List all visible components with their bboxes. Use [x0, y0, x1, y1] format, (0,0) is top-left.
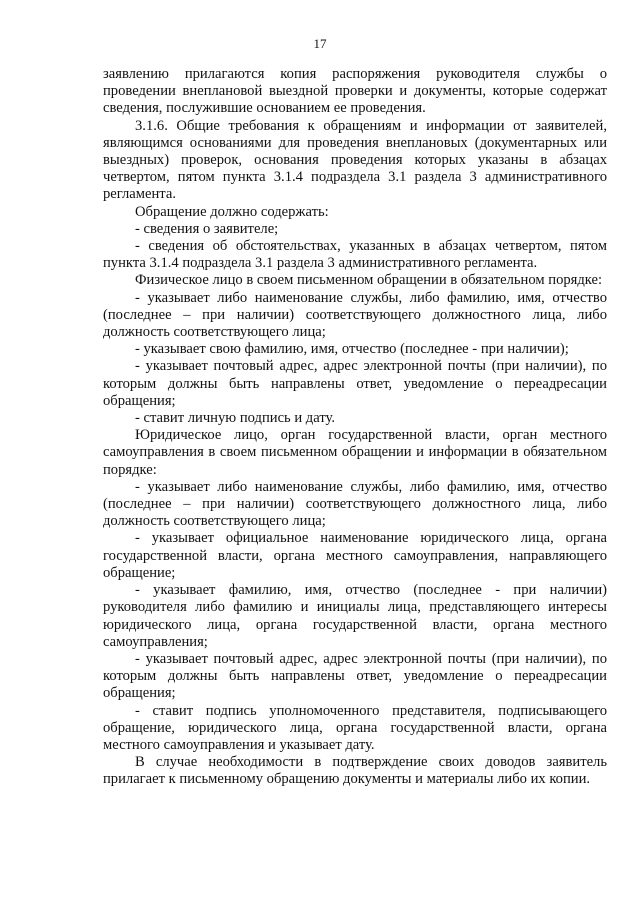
- page-number: 17: [313, 36, 327, 51]
- list-item: - указывает либо наименование службы, либо фамилию, имя, отчество (последнее – при наличии) соответствующего должностного лица, либо должность соответствующего лица;: [103, 478, 607, 530]
- paragraph: 3.1.6. Общие требования к обращениям и информации от заявителей, являющимся основаниями для проведения внеплановых (документарных или выездных) проверок, основания проведения которых указаны в абзацах четвертом, пятом пункта 3.1.4 подраздела 3.1 раздела 3 административного регламента.: [103, 117, 607, 203]
- paragraph: Обращение должно содержать:: [135, 203, 329, 220]
- list-item: - указывает свою фамилию, имя, отчество (последнее - при наличии);: [135, 341, 569, 358]
- list-item: - ставит подпись уполномоченного представителя, подписывающего обращение, юридического лица, органа государственной власти, органа местного самоуправления и указывает дату.: [103, 702, 607, 753]
- list-item: - ставит личную подпись и дату.: [135, 410, 336, 427]
- paragraph: заявлению прилагаются копия распоряжения руководителя службы о проведении внеплановой выездной проверки и документы, которые содержат сведения, послужившие основанием ее проведения.: [103, 66, 607, 117]
- list-item: - указывает фамилию, имя, отчество (последнее - при наличии) руководителя либо фамилию и инициалы лица, представляющего интересы юридического лица, органа государственной власти, органа местного самоуправления;: [103, 582, 607, 650]
- list-item: - указывает почтовый адрес, адрес электронной почты (при наличии), по которым должны быть направлены ответ, уведомление о переадресации обращения;: [103, 650, 607, 702]
- paragraph: Физическое лицо в своем письменном обращении в обязательном порядке:: [135, 272, 603, 289]
- document-body: [103, 66, 607, 789]
- list-item: - указывает официальное наименование юридического лица, органа государственной власти, органа местного самоуправления, направляющего обращение;: [103, 530, 607, 581]
- list-item: - сведения о заявителе;: [135, 220, 279, 237]
- list-item: - указывает либо наименование службы, либо фамилию, имя, отчество (последнее – при наличии) соответствующего должностного лица, либо должность соответствующего лица;: [103, 289, 607, 341]
- list-item: - сведения об обстоятельствах, указанных в абзацах четвертом, пятом пункта 3.1.4 подраздела 3.1 раздела 3 административного регламента.: [103, 238, 607, 272]
- list-item: - указывает почтовый адрес, адрес электронной почты (при наличии), по которым должны быть направлены ответ, уведомление о переадресации обращения;: [103, 358, 607, 409]
- paragraph: Юридическое лицо, орган государственной власти, орган местного самоуправления в своем письменном обращении и информации в обязательном порядке:: [103, 427, 607, 478]
- paragraph: В случае необходимости в подтверждение своих доводов заявитель прилагает к письменному обращению документы и материалы либо их копии.: [103, 754, 607, 788]
